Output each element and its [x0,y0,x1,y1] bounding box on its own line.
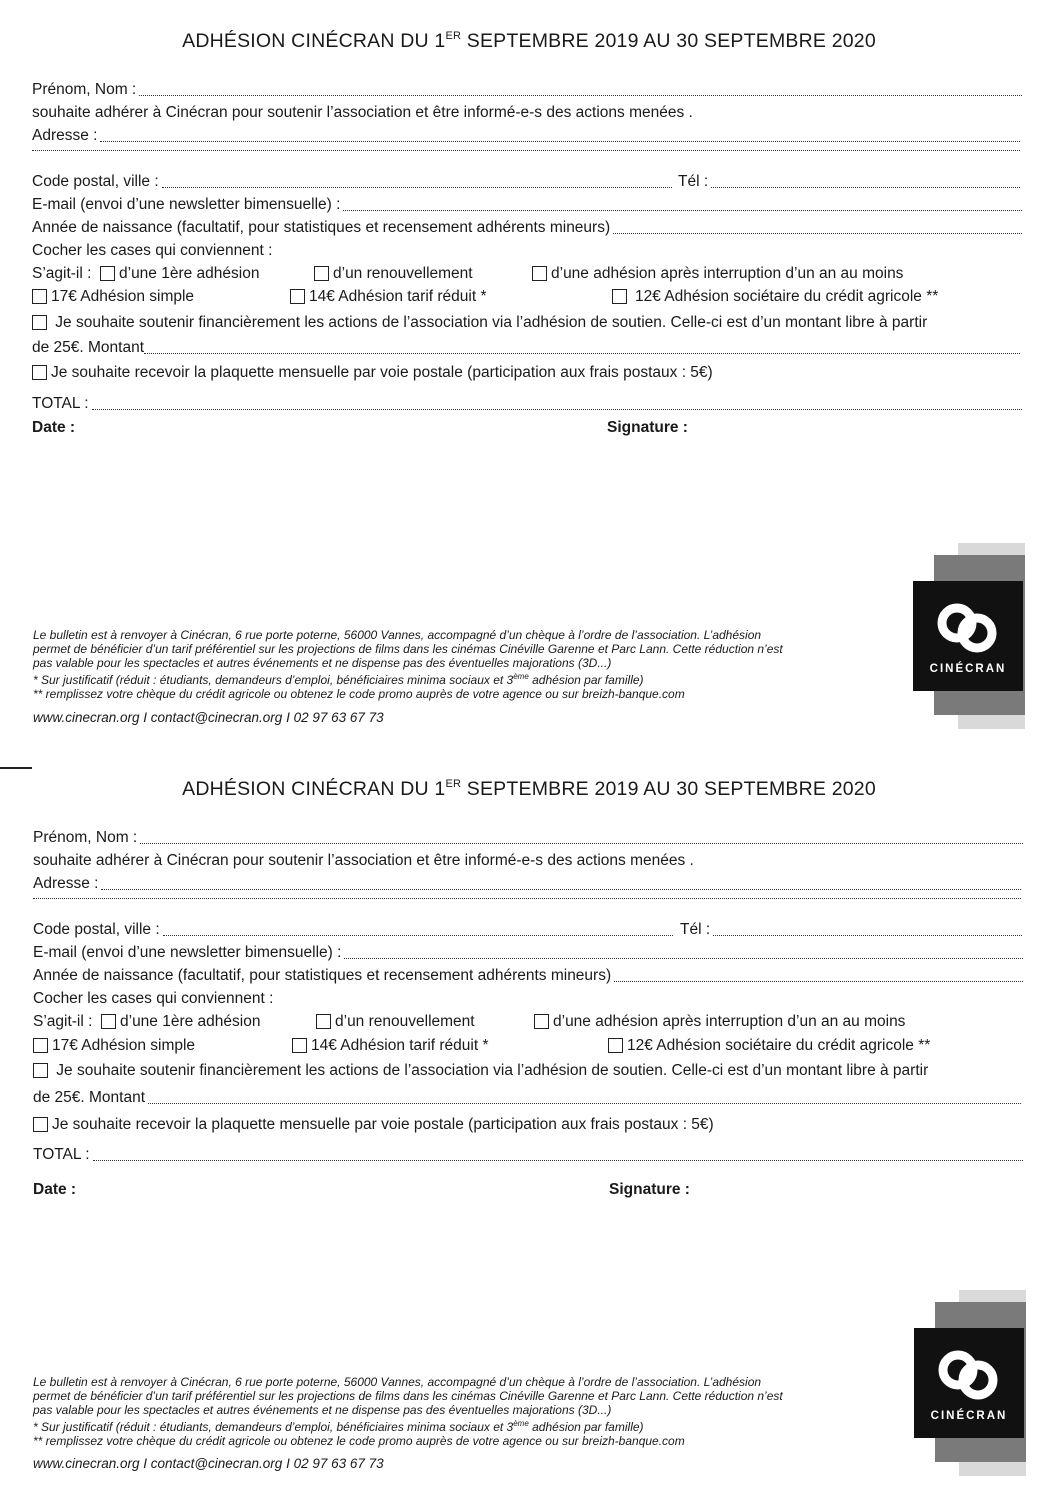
footer-line: * Sur justificatif (réduit : étudiants, demandeurs d’emploi, bénéficiaires minima sociaux et 3ème adhésion par famille) [33,1419,644,1434]
postal-label: Code postal, ville : [32,173,159,190]
amount-label: de 25€. Montant [33,1089,146,1106]
date-label: Date : [33,1181,77,1198]
name-line[interactable] [33,828,1023,848]
tel-label: Tél : [678,173,709,190]
checkbox[interactable] [101,1014,116,1029]
checkbox[interactable] [32,365,47,380]
option-simple[interactable] [32,287,194,307]
date-label: Date : [32,419,76,436]
cinecran-logo [914,1290,1026,1476]
address-line-2[interactable] [32,149,1020,155]
tel-line[interactable] [680,920,1022,940]
option-reduced-label: 14€ Adhésion tarif réduit * [311,1037,489,1054]
wish-text: souhaite adhérer à Cinécran pour soutenir l’association et être informé-e-s des actions menées . [33,852,694,869]
postal-line[interactable] [33,920,673,940]
checkbox[interactable] [33,1063,48,1078]
tel-line[interactable] [678,172,1020,192]
option-agricole[interactable] [608,1036,930,1056]
option-first[interactable] [101,1012,260,1032]
footer-notes [33,628,783,701]
amount-label: de 25€. Montant [32,339,145,356]
amount-line[interactable] [32,338,1020,358]
checkbox[interactable] [32,315,47,330]
option-renew-label: d’un renouvellement [335,1013,475,1030]
option-booklet-label: Je souhaite recevoir la plaquette mensuelle par voie postale (participation aux frais postaux : 5€) [52,1116,714,1133]
email-label: E-mail (envoi d’une newsletter bimensuelle) : [33,944,342,961]
membership-form-bottom [0,748,1058,1488]
option-simple[interactable] [33,1036,195,1056]
option-support[interactable] [33,1061,928,1081]
address-line[interactable] [32,126,1020,146]
signature-label: Signature : [607,419,688,436]
wish-text: souhaite adhérer à Cinécran pour soutenir l’association et être informé-e-s des actions menées . [32,104,693,121]
option-after-break[interactable] [532,264,903,284]
logo-mark-icon [913,581,1023,691]
name-line[interactable] [32,80,1022,100]
address-label: Adresse : [32,127,98,144]
postal-label: Code postal, ville : [33,921,160,938]
address-line[interactable] [33,874,1021,894]
footer-line: ** remplissez votre chèque du crédit agricole ou obtenez le code promo auprès de votre agence ou sur breizh-banque.com [33,1434,685,1448]
postal-line[interactable] [32,172,672,192]
birth-line[interactable] [33,966,1023,986]
footer-line: permet de bénéficier d’un tarif préférentiel sur les projections de films dans les cinémas Cinéville Garenne et Parc Lann. Cette réduction n’est [33,1389,783,1403]
checkbox[interactable] [316,1014,331,1029]
birth-label: Année de naissance (facultatif, pour statistiques et recensement adhérents mineurs) [32,219,611,236]
footer-line: Le bulletin est à renvoyer à Cinécran, 6 rue porte poterne, 56000 Vannes, accompagné d’un chèque à l’ordre de l’association. L’adhésion [33,628,762,642]
footer-line: Le bulletin est à renvoyer à Cinécran, 6 rue porte poterne, 56000 Vannes, accompagné d’un chèque à l’ordre de l’association. L’adhésion [33,1375,762,1389]
total-label: TOTAL : [32,395,89,412]
footer-line: permet de bénéficier d’un tarif préférentiel sur les projections de films dans les cinémas Cinéville Garenne et Parc Lann. Cette réduction n’est [33,642,783,656]
birth-line[interactable] [32,218,1022,238]
checkbox[interactable] [314,266,329,281]
option-booklet[interactable] [32,363,713,383]
total-line[interactable] [33,1145,1023,1165]
address-label: Adresse : [33,875,99,892]
total-line[interactable] [32,394,1022,414]
check-hint: Cocher les cases qui conviennent : [32,242,273,259]
name-label: Prénom, Nom : [33,829,138,846]
option-reduced-label: 14€ Adhésion tarif réduit * [309,288,487,305]
form-title: ADHÉSION CINÉCRAN DU 1ER SEPTEMBRE 2019 AU 30 SEPTEMBRE 2020 [182,30,876,52]
option-renew[interactable] [316,1012,475,1032]
option-support[interactable] [32,313,927,333]
sagit-label: S’agit-il : [33,1013,93,1030]
address-line-2[interactable] [33,897,1021,903]
checkbox[interactable] [534,1014,549,1029]
checkbox[interactable] [612,289,627,304]
birth-label: Année de naissance (facultatif, pour statistiques et recensement adhérents mineurs) [33,967,612,984]
checkbox[interactable] [290,289,305,304]
option-first[interactable] [100,264,259,284]
option-after-break-label: d’une adhésion après interruption d’un an au moins [553,1013,906,1030]
option-simple-label: 17€ Adhésion simple [51,288,195,305]
checkbox[interactable] [33,1117,48,1132]
footer-notes [33,1375,783,1448]
svg-text:CINÉCRAN: CINÉCRAN [929,663,1007,675]
footer-line: * Sur justificatif (réduit : étudiants, demandeurs d’emploi, bénéficiaires minima sociaux et 3ème adhésion par famille) [33,672,644,687]
option-reduced[interactable] [290,287,487,307]
amount-line[interactable] [33,1088,1021,1108]
option-booklet-label: Je souhaite recevoir la plaquette mensuelle par voie postale (participation aux frais postaux : 5€) [51,364,713,381]
checkbox[interactable] [33,1038,48,1053]
signature-label: Signature : [609,1181,690,1198]
footer-line: pas valable pour les spectacles et autres événements et ne dispense pas des éventuelles majorations (3D...) [33,1403,612,1417]
option-support-label: Je souhaite soutenir financièrement les actions de l’association via l’adhésion de soutien. Celle-ci est d’un montant libre à partir [52,1062,929,1079]
email-line[interactable] [33,943,1023,963]
membership-form-top [0,0,1058,740]
footer-line: ** remplissez votre chèque du crédit agricole ou obtenez le code promo auprès de votre agence ou sur breizh-banque.com [33,687,685,701]
option-agricole-label: 12€ Adhésion sociétaire du crédit agricole ** [635,288,939,305]
contact-line: www.cinecran.org I contact@cinecran.org I 02 97 63 67 73 [33,710,384,725]
check-hint: Cocher les cases qui conviennent : [33,990,274,1007]
checkbox[interactable] [532,266,547,281]
email-label: E-mail (envoi d’une newsletter bimensuelle) : [32,196,341,213]
sagit-label: S’agit-il : [32,265,92,282]
option-after-break[interactable] [534,1012,905,1032]
option-agricole-label: 12€ Adhésion sociétaire du crédit agricole ** [627,1037,931,1054]
option-first-label: d’une 1ère adhésion [120,1013,261,1030]
name-label: Prénom, Nom : [32,81,137,98]
email-line[interactable] [32,195,1022,215]
option-first-label: d’une 1ère adhésion [119,265,260,282]
option-reduced[interactable] [292,1036,489,1056]
checkbox[interactable] [100,266,115,281]
checkbox[interactable] [32,289,47,304]
logo-mark-icon [914,1328,1024,1438]
contact-line: www.cinecran.org I contact@cinecran.org I 02 97 63 67 73 [33,1456,384,1471]
footer-line: pas valable pour les spectacles et autres événements et ne dispense pas des éventuelles majorations (3D...) [33,656,612,670]
option-booklet[interactable] [33,1115,714,1135]
option-support-label: Je souhaite soutenir financièrement les actions de l’association via l’adhésion de soutien. Celle-ci est d’un montant libre à partir [51,314,928,331]
cinecran-logo [913,543,1025,729]
svg-text:CINÉCRAN: CINÉCRAN [930,1410,1008,1422]
option-renew-label: d’un renouvellement [333,265,473,282]
checkbox[interactable] [608,1038,623,1053]
checkbox[interactable] [292,1038,307,1053]
option-simple-label: 17€ Adhésion simple [52,1037,196,1054]
option-after-break-label: d’une adhésion après interruption d’un an au moins [551,265,904,282]
option-renew[interactable] [314,264,473,284]
form-title: ADHÉSION CINÉCRAN DU 1ER SEPTEMBRE 2019 AU 30 SEPTEMBRE 2020 [182,778,876,800]
total-label: TOTAL : [33,1146,90,1163]
option-agricole[interactable] [612,287,938,307]
tel-label: Tél : [680,921,711,938]
